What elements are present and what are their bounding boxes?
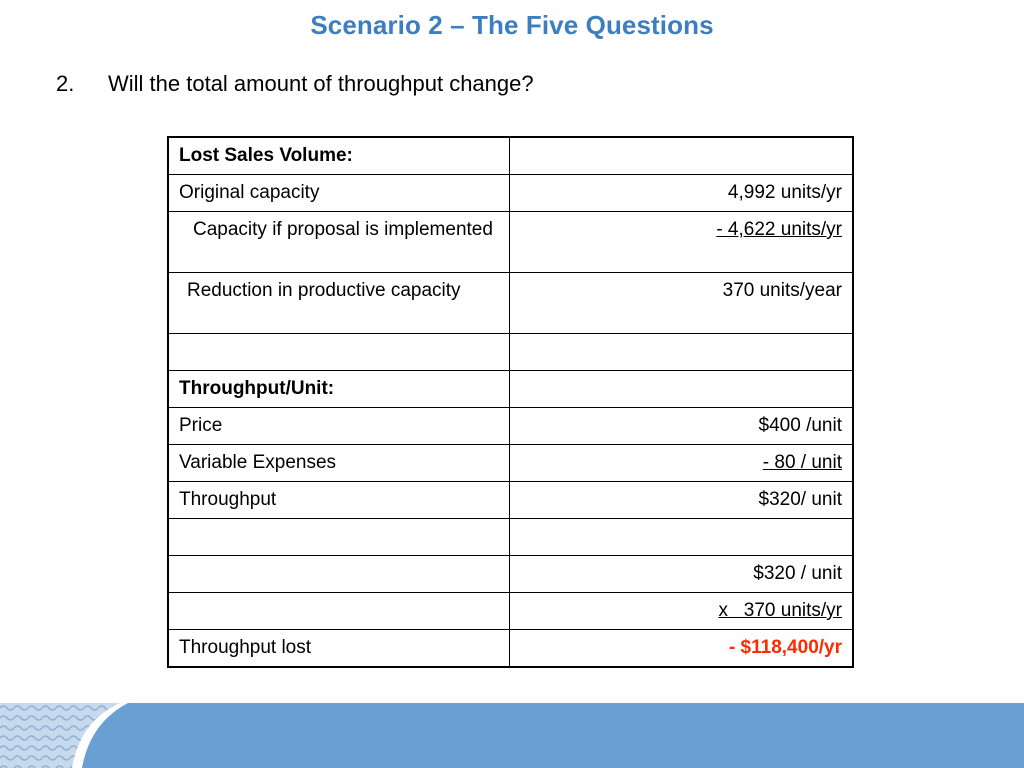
table-row [168, 334, 853, 371]
table-cell-empty [510, 334, 854, 371]
question-text: Will the total amount of throughput change? [108, 71, 534, 96]
table-row [168, 445, 853, 482]
table-row [168, 137, 853, 175]
row-value-throughput-lost [510, 630, 854, 668]
table-row [168, 212, 853, 273]
table-row [168, 556, 853, 593]
table-cell-empty [510, 371, 854, 408]
question-number: 2. [56, 71, 75, 96]
row-label-price: Price [168, 408, 510, 445]
units-multiplier-value: x 370 units/yr [718, 600, 842, 621]
footer-blue-band [82, 703, 1024, 768]
footer-decoration [0, 703, 1024, 768]
row-value-units-multiplier [510, 593, 854, 630]
table-row [168, 408, 853, 445]
table-row [168, 175, 853, 212]
table-cell-empty [510, 519, 854, 556]
table-row [168, 519, 853, 556]
row-label-capacity-reduction: Reduction in productive capacity [168, 273, 510, 334]
table-row [168, 593, 853, 630]
footer-wave-graphic [0, 703, 1024, 768]
row-value-capacity-reduction: 370 units/year [510, 273, 854, 334]
table-row [168, 273, 853, 334]
slide-title: Scenario 2 – The Five Questions [310, 10, 714, 40]
throughput-table [167, 136, 854, 668]
table-cell-empty [168, 334, 510, 371]
row-label-throughput: Throughput [168, 482, 510, 519]
table-cell-empty [510, 137, 854, 175]
table-cell-empty [168, 519, 510, 556]
row-label-variable-expenses: Variable Expenses [168, 445, 510, 482]
row-value-variable-expenses [510, 445, 854, 482]
row-value-proposed-capacity [510, 212, 854, 273]
proposed-capacity-value: - 4,622 units/yr [716, 219, 842, 240]
row-label-throughput-lost: Throughput lost [168, 630, 510, 668]
row-value-price: $400 /unit [510, 408, 854, 445]
section-heading-throughput-unit: Throughput/Unit: [168, 371, 510, 408]
row-label-original-capacity: Original capacity [168, 175, 510, 212]
table-row [168, 371, 853, 408]
question [56, 71, 534, 97]
row-label-proposed-capacity: Capacity if proposal is implemented [168, 212, 510, 273]
table-cell-empty [168, 593, 510, 630]
throughput-lost-value: - $118,400/yr [728, 637, 842, 658]
row-value-original-capacity: 4,992 units/yr [510, 175, 854, 212]
table-row [168, 630, 853, 668]
row-value-throughput-per-unit: $320 / unit [510, 556, 854, 593]
variable-expenses-value: - 80 / unit [762, 452, 842, 473]
section-heading-lost-sales: Lost Sales Volume: [168, 137, 510, 175]
table-row [168, 482, 853, 519]
row-value-throughput: $320/ unit [510, 482, 854, 519]
table-cell-empty [168, 556, 510, 593]
